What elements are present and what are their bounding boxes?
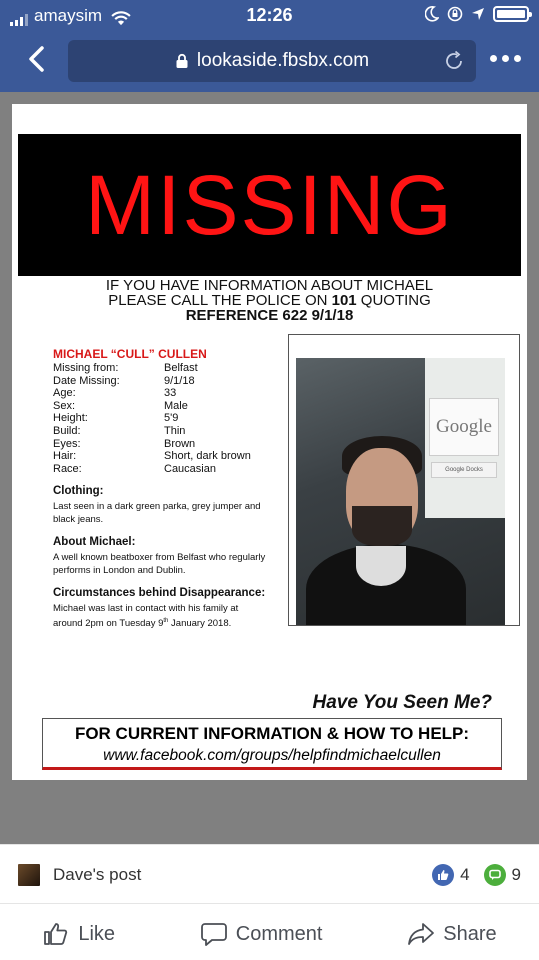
missing-person-name: MICHAEL “CULL” CULLEN: [53, 347, 207, 361]
clothing-line-2: black jeans.: [53, 514, 104, 526]
reload-icon[interactable]: [442, 49, 466, 73]
status-bar: [0, 0, 539, 30]
avatar[interactable]: [18, 864, 40, 886]
carrier-name: amaysim: [34, 6, 103, 25]
clothing-section: [53, 485, 293, 526]
circumstances-line-2: around 2pm on Tuesday 9th January 2018.: [53, 618, 232, 630]
battery-icon: [493, 6, 529, 22]
like-badge-icon: [432, 864, 454, 886]
moon-icon: [425, 6, 439, 22]
location-icon: [471, 7, 485, 21]
detail-row: Eyes: Brown: [53, 437, 196, 450]
info-line-2: PLEASE CALL THE POLICE ON 101 QUOTING: [108, 292, 431, 309]
comment-icon: [200, 920, 228, 948]
info-line-3: REFERENCE 622 9/1/18: [185, 307, 354, 324]
circumstances-section: [53, 587, 293, 630]
comment-badge-icon: [484, 864, 506, 886]
post-footer: [0, 844, 539, 960]
more-options-icon[interactable]: [490, 55, 521, 62]
back-arrow-icon[interactable]: [22, 44, 52, 74]
help-title: FOR CURRENT INFORMATION & HOW TO HELP:: [74, 724, 470, 743]
thumbs-up-icon: [42, 920, 70, 948]
url-bar[interactable]: [68, 40, 476, 82]
circumstances-line-1: Michael was last in contact with his family at: [53, 603, 239, 615]
share-button[interactable]: [407, 920, 496, 948]
help-url: www.facebook.com/groups/helpfindmichaelcullen: [103, 747, 441, 764]
like-button[interactable]: [42, 920, 115, 948]
comment-button[interactable]: [200, 920, 323, 948]
clothing-line-1: Last seen in a dark green parka, grey jumper and: [53, 501, 261, 513]
detail-row: Height: 5'9: [53, 412, 179, 425]
police-info: [12, 278, 527, 323]
help-box: [42, 718, 502, 770]
detail-row: Missing from: Belfast: [53, 362, 198, 374]
detail-fields: [53, 362, 293, 475]
comment-count: 9: [511, 865, 521, 884]
missing-banner-text: MISSING: [85, 157, 454, 252]
about-heading: About Michael:: [53, 536, 136, 549]
about-line-1: A well known beatboxer from Belfast who regularly: [53, 552, 266, 564]
have-you-seen-me: Have You Seen Me?: [312, 692, 492, 713]
post-info-row: [18, 863, 521, 887]
about-section: [53, 536, 293, 577]
clothing-heading: Clothing:: [53, 485, 104, 498]
share-label: Share: [443, 922, 497, 945]
info-line-1: IF YOU HAVE INFORMATION ABOUT MICHAEL: [105, 277, 434, 294]
reaction-counts[interactable]: [432, 864, 521, 886]
comment-label: Comment: [235, 922, 323, 945]
url-text: lookaside.fbsbx.com: [196, 50, 370, 71]
missing-poster-image[interactable]: [12, 104, 527, 780]
status-time: 12:26: [246, 5, 293, 25]
photo-sign-2: Google Docks: [431, 462, 497, 478]
status-right-icons: [425, 6, 529, 22]
about-line-2: performs in London and Dublin.: [53, 565, 186, 577]
person-photo: [296, 358, 505, 625]
detail-row: Age: 33: [53, 387, 177, 400]
like-label: Like: [78, 922, 116, 945]
like-count: 4: [460, 865, 470, 884]
person-photo-frame: [288, 334, 520, 626]
browser-top-bar: [0, 0, 539, 92]
rotation-lock-icon: [447, 6, 463, 22]
post-actions: [0, 917, 539, 951]
lock-icon: [175, 53, 189, 69]
photo-sign: Google: [429, 398, 499, 456]
detail-row: Build: Thin: [53, 424, 186, 437]
detail-row: Race: Caucasian: [53, 462, 216, 475]
person-details: [53, 347, 293, 631]
detail-row: Hair: Short, dark brown: [53, 450, 251, 463]
share-icon: [407, 920, 435, 948]
post-author[interactable]: Dave's post: [53, 865, 142, 884]
detail-row: Sex: Male: [53, 399, 188, 412]
missing-banner: [18, 134, 521, 276]
detail-row: Date Missing: 9/1/18: [53, 374, 195, 387]
divider: [0, 903, 539, 904]
image-viewer: [0, 92, 539, 844]
circumstances-heading: Circumstances behind Disappearance:: [53, 587, 266, 600]
